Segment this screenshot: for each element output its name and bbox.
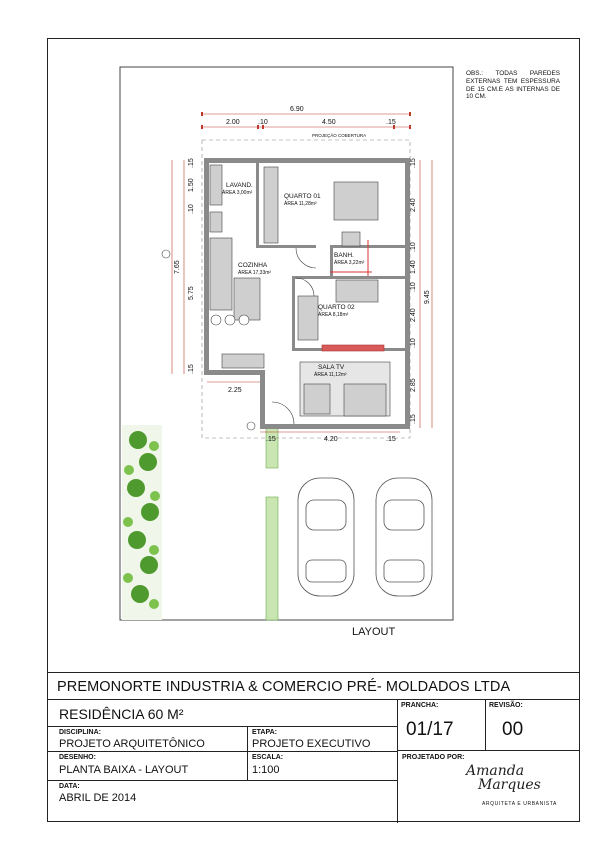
dim-top-mid: .10 bbox=[258, 119, 268, 126]
dim-left-a: .15 bbox=[188, 158, 195, 168]
dim-right-d: 1.40 bbox=[410, 260, 417, 274]
tb-divider bbox=[485, 699, 486, 750]
room-name-cozinha: COZINHA bbox=[238, 262, 268, 269]
dim-right-h: 2.85 bbox=[410, 378, 417, 392]
tb-divider bbox=[247, 726, 248, 780]
revisao-value: 00 bbox=[502, 719, 524, 740]
designer-signature bbox=[466, 764, 541, 792]
room-area-banho: ÁREA 3,22m² bbox=[334, 260, 365, 266]
dim-left-e: .15 bbox=[188, 364, 195, 374]
room-name-quarto-01: QUARTO 01 bbox=[284, 193, 321, 200]
company-name: PREMONORTE INDUSTRIA & COMERCIO PRÉ- MOLDADOS LTDA bbox=[57, 679, 511, 695]
room-area-quarto-01: ÁREA 11,28m² bbox=[284, 201, 317, 207]
desenho-label: DESENHO: bbox=[59, 754, 96, 761]
tb-divider bbox=[47, 751, 397, 752]
signature-line1: Amanda bbox=[466, 763, 525, 779]
room-area-sala-tv: ÁREA 11,12m² bbox=[314, 372, 347, 378]
drawing-title: LAYOUT bbox=[352, 626, 396, 638]
dim-right-f: 2.40 bbox=[410, 308, 417, 322]
escala-value: 1:100 bbox=[252, 764, 280, 776]
dim-left-b: 1.50 bbox=[188, 178, 195, 192]
etapa-label: ETAPA: bbox=[252, 729, 278, 736]
tb-divider bbox=[397, 699, 398, 823]
dim-right-g: .10 bbox=[410, 338, 417, 348]
data-label: DATA: bbox=[59, 783, 80, 790]
dim-bottom-b: 4.20 bbox=[324, 436, 338, 443]
prancha-label: PRANCHA: bbox=[401, 702, 439, 709]
tb-divider bbox=[397, 750, 580, 751]
dim-top-right: 4.50 bbox=[322, 119, 336, 126]
entry-marker bbox=[247, 422, 255, 430]
kitchen-chairs bbox=[211, 315, 249, 325]
lot-boundary bbox=[120, 67, 453, 620]
tb-divider bbox=[47, 699, 580, 700]
dim-right-b: 2.40 bbox=[410, 198, 417, 212]
disciplina-value: PROJETO ARQUITETÔNICO bbox=[59, 738, 205, 750]
dim-top-end: .15 bbox=[386, 119, 396, 126]
tb-divider bbox=[47, 780, 397, 781]
designer-title: ARQUITETA E URBANISTA bbox=[482, 801, 557, 807]
project-title: RESIDÊNCIA 60 M² bbox=[59, 706, 184, 722]
revisao-label: REVISÃO: bbox=[489, 702, 523, 709]
garden-plants bbox=[122, 425, 162, 620]
dim-left-d: 5.75 bbox=[188, 286, 195, 300]
level-marker bbox=[162, 250, 170, 258]
room-area-cozinha: ÁREA 17,33m² bbox=[238, 270, 272, 276]
room-area-lavanderia: ÁREA 3,00m² bbox=[222, 190, 253, 196]
dim-bottom-a: .15 bbox=[266, 436, 276, 443]
room-name-quarto-02: QUARTO 02 bbox=[318, 304, 355, 311]
disciplina-label: DISCIPLINA: bbox=[59, 729, 101, 736]
car-left bbox=[298, 478, 354, 596]
dim-bottom-c: .15 bbox=[386, 436, 396, 443]
data-value: ABRIL DE 2014 bbox=[59, 792, 137, 804]
dim-porch: 2.25 bbox=[228, 387, 242, 394]
projetado-label: PROJETADO POR: bbox=[402, 754, 465, 761]
dim-right-i: .15 bbox=[410, 414, 417, 424]
room-area-quarto-02: ÁREA 8,18m² bbox=[318, 312, 349, 318]
room-name-lavanderia: LAVAND. bbox=[226, 182, 253, 189]
dim-left-total: 7.65 bbox=[174, 260, 181, 274]
dim-top-total: 6.90 bbox=[290, 106, 304, 113]
dim-left-c: .10 bbox=[188, 204, 195, 214]
dim-right-e: .10 bbox=[410, 282, 417, 292]
dim-top-left: 2.00 bbox=[226, 119, 240, 126]
desenho-value: PLANTA BAIXA - LAYOUT bbox=[59, 764, 189, 776]
car-right bbox=[376, 478, 432, 596]
room-name-banho: BANH. bbox=[334, 252, 354, 259]
walls-note: OBS.: TODAS PAREDES EXTERNAS TEM ESPESSURA DE 15 CM.E AS INTERNAS DE 10 CM. bbox=[466, 70, 560, 101]
escala-label: ESCALA: bbox=[252, 754, 284, 761]
prancha-value: 01/17 bbox=[406, 719, 454, 740]
tb-divider bbox=[47, 726, 397, 727]
title-block bbox=[47, 672, 580, 822]
signature-line2: Marques bbox=[478, 777, 541, 793]
room-name-sala-tv: SALA TV bbox=[318, 364, 345, 371]
hedge-strips bbox=[266, 428, 278, 620]
dim-right-c: .10 bbox=[410, 242, 417, 252]
projection-label: PROJEÇÃO COBERTURA bbox=[312, 133, 367, 138]
dim-right-total: 9.45 bbox=[424, 290, 431, 304]
dim-right-a: .15 bbox=[410, 158, 417, 168]
etapa-value: PROJETO EXECUTIVO bbox=[252, 738, 371, 750]
